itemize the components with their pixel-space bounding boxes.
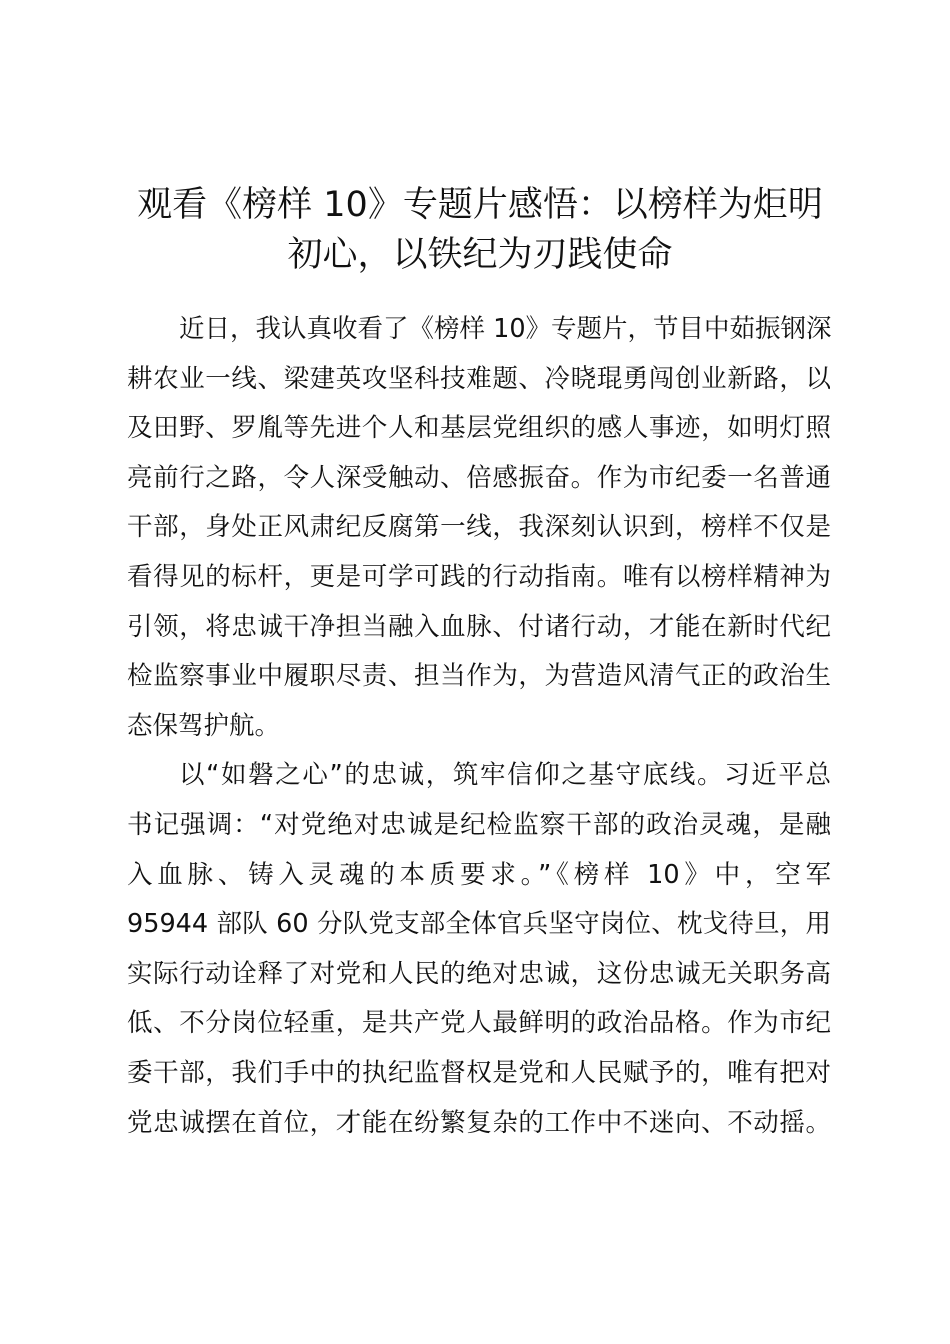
text-line: 亮前行之路，令人深受触动、倍感振奋。作为市纪委一名普通 <box>127 462 831 493</box>
title-line: 观看《榜样 10》专题片感悟：以榜样为炬明 <box>137 185 823 225</box>
paragraph-2 <box>127 751 831 1148</box>
text-line: 干部，身处正风肃纪反腐第一线，我深刻认识到，榜样不仅是 <box>127 512 831 543</box>
text-line: 耕农业一线、梁建英攻坚科技难题、冷晓琨勇闯创业新路，以 <box>127 363 831 394</box>
text-line: 书记强调：“对党绝对忠诚是纪检监察干部的政治灵魂，是融 <box>127 809 831 840</box>
text-line: 看得见的标杆，更是可学可践的行动指南。唯有以榜样精神为 <box>127 561 831 592</box>
document-title <box>100 180 860 280</box>
text-line: 95944 部队 60 分队党支部全体官兵坚守岗位、枕戈待旦，用 <box>127 909 831 940</box>
text-line: 以“如磐之心”的忠诚，筑牢信仰之基守底线。习近平总 <box>179 760 831 791</box>
text-line: 低、不分岗位轻重，是共产党人最鲜明的政治品格。作为市纪 <box>127 1008 831 1039</box>
paragraph-1 <box>127 305 831 751</box>
text-line: 检监察事业中履职尽责、担当作为，为营造风清气正的政治生 <box>127 661 831 692</box>
document-body <box>127 305 831 1148</box>
text-line: 入血脉、铸入灵魂的本质要求。”《榜样 10》中，空军 <box>127 859 831 890</box>
text-line: 引领，将忠诚干净担当融入血脉、付诸行动，才能在新时代纪 <box>127 611 831 642</box>
title-line: 初心，以铁纪为刃践使命 <box>287 235 673 275</box>
text-line: 党忠诚摆在首位，才能在纷繁复杂的工作中不迷向、不动摇。 <box>127 1107 831 1138</box>
text-line: 近日，我认真收看了《榜样 10》专题片，节目中茹振钢深 <box>179 314 832 344</box>
text-line: 实际行动诠释了对党和人民的绝对忠诚，这份忠诚无关职务高 <box>127 958 831 989</box>
text-line: 及田野、罗胤等先进个人和基层党组织的感人事迹，如明灯照 <box>127 413 831 444</box>
text-line: 委干部，我们手中的执纪监督权是党和人民赋予的，唯有把对 <box>127 1057 831 1088</box>
text-line: 态保驾护航。 <box>127 710 281 741</box>
